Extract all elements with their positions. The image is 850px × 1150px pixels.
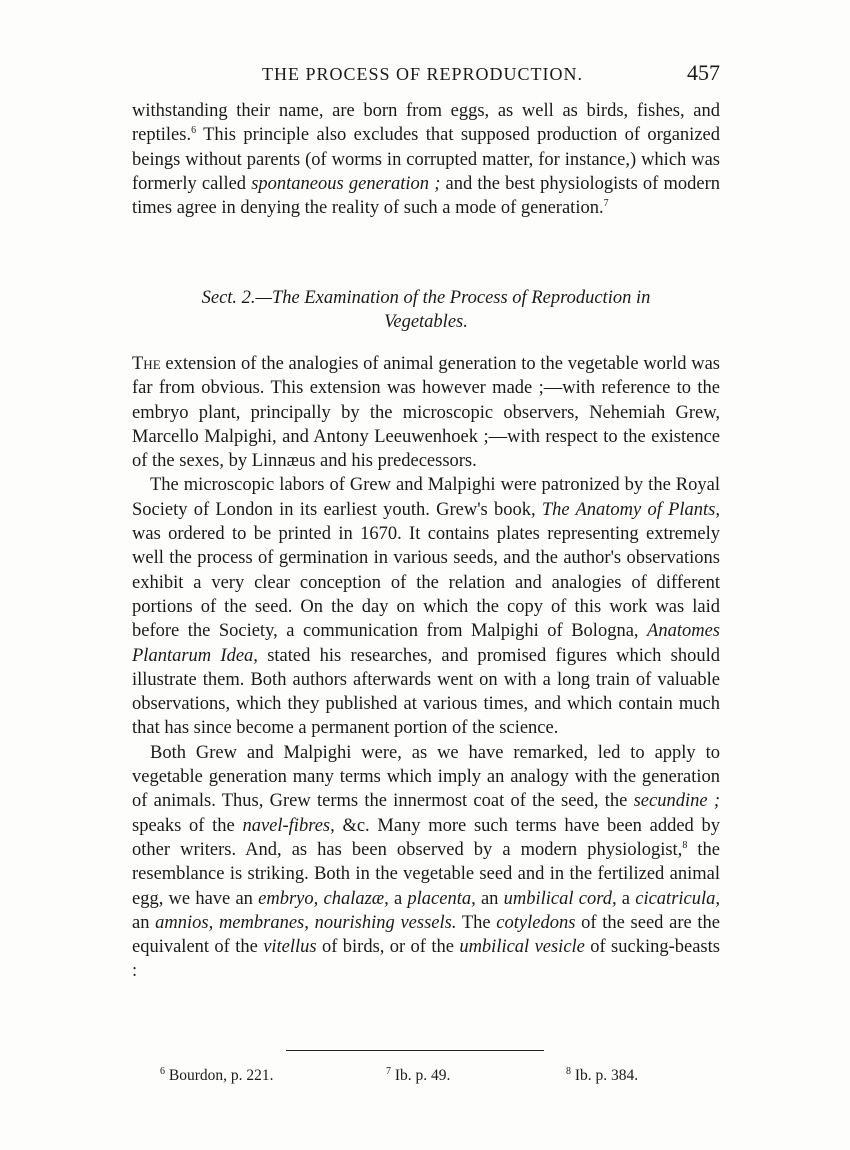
footnote-mark: 6 (160, 1065, 165, 1077)
footnote-6 (160, 1067, 274, 1085)
text-span: an (475, 888, 504, 909)
text-span: of birds, or of the (316, 937, 460, 958)
text-span: withstanding their name, are born from eggs, as well as birds, fishes, and reptiles. (132, 101, 720, 146)
italic-title: Anatomes Plantarum Idea, (132, 621, 720, 666)
text-span: a (616, 888, 636, 909)
footnote-divider (286, 1050, 544, 1051)
italic-term: navel-fibres, (242, 815, 335, 836)
footnote-text: Ib. p. 49. (391, 1067, 451, 1084)
text-span: a (388, 888, 408, 909)
paragraph-continuation (132, 99, 720, 220)
italic-term: amnios, membranes, nourishing vessels. (155, 912, 457, 933)
italic-term: umbilical vesicle (459, 937, 585, 958)
footnote-mark: 7 (386, 1065, 391, 1077)
body-text (132, 352, 720, 984)
running-header (132, 58, 720, 88)
italic-term: umbilical cord, (503, 888, 617, 909)
small-caps-lead: The (132, 354, 161, 374)
text-span: the resemblance is striking. Both in the vegetable seed and in the fertilized animal egg, we have an (132, 839, 720, 909)
footnote-ref-7: 7 (603, 198, 609, 210)
section-heading (132, 286, 720, 334)
paragraph-2 (132, 473, 720, 740)
text-span: This principle also excludes that supposed production of organized beings without parents (of worms in corrupted matter, for instance,) which was formerly called (132, 125, 720, 194)
footnote-8 (566, 1067, 638, 1085)
text-span: &c. Many more such terms have been added by other writers. And, as has been observed by a modern physiologist, (132, 815, 720, 860)
text-span: of the seed are the equivalent of the (132, 912, 720, 958)
italic-term: secundine ; (633, 791, 720, 812)
paragraph-3 (132, 741, 720, 984)
footnotes (160, 1067, 680, 1091)
text-span: speaks of the (132, 815, 243, 836)
page-number: 457 (687, 60, 720, 85)
footnote-ref-6: 6 (191, 125, 197, 137)
section-heading-line1: Sect. 2.—The Examination of the Process of Reproduction in (201, 288, 651, 308)
text-span: stated his researches, and promised figures which should illustrate them. Both authors afterwards went on with a long train of valuable observations, which they published at various times, and which contain much that has since become a permanent portion of the science. (132, 645, 720, 739)
footnote-mark: 8 (566, 1065, 571, 1077)
italic-term: vitellus (263, 937, 317, 958)
text-span: The (456, 912, 497, 933)
italic-term: embryo, chalazæ, (258, 888, 389, 909)
italic-term: cotyledons (496, 912, 576, 933)
text-span: Both Grew and Malpighi were, as we have remarked, led to apply to vegetable generation many terms which imply an analogy with the generation of animals. Thus, Grew terms the innermost coat of the seed, the (132, 742, 720, 812)
text-span: extension of the analogies of animal generation to the vegetable world was far from obvious. This extension was however made ;—with reference to the embryo plant, principally by the microscopic observers, Nehemiah Grew, Marcello Malpighi, and Antony Leeuwenhoek ;—with respect to the existence of the sexes, by Linnæus and his predecessors. (132, 354, 720, 472)
footnote-7 (386, 1067, 450, 1085)
text-span: an (132, 912, 156, 933)
italic-term: placenta, (407, 888, 476, 909)
italic-title: The Anatomy of Plants, (541, 499, 720, 520)
paragraph-1 (132, 352, 720, 473)
footnote-text: Bourdon, p. 221. (165, 1067, 274, 1084)
text-span: was ordered to be printed in 1670. It contains plates representing extremely well the process of germination in various seeds, and the author's observations exhibit a very clear conception of the relation and analogies of different portions of the seed. On the day on which the copy of this work was laid before the Society, a communication from Malpighi of Bologna, (132, 524, 720, 642)
footnote-text: Ib. p. 384. (571, 1067, 639, 1084)
text-span: and the best physiologists of modern times agree in denying the reality of such a mode of generation. (132, 173, 721, 219)
italic-term: cicatricula, (635, 888, 721, 909)
footnote-ref-8: 8 (682, 839, 688, 851)
running-title: THE PROCESS OF REPRODUCTION. (262, 64, 584, 84)
text-span: The microscopic labors of Grew and Malpighi were patronized by the Royal Society of London in its earliest youth. Grew's book, (132, 475, 720, 520)
text-span: of sucking-beasts : (132, 937, 720, 982)
section-heading-line2: Vegetables. (384, 312, 468, 332)
italic-term: spontaneous generation ; (251, 173, 441, 194)
